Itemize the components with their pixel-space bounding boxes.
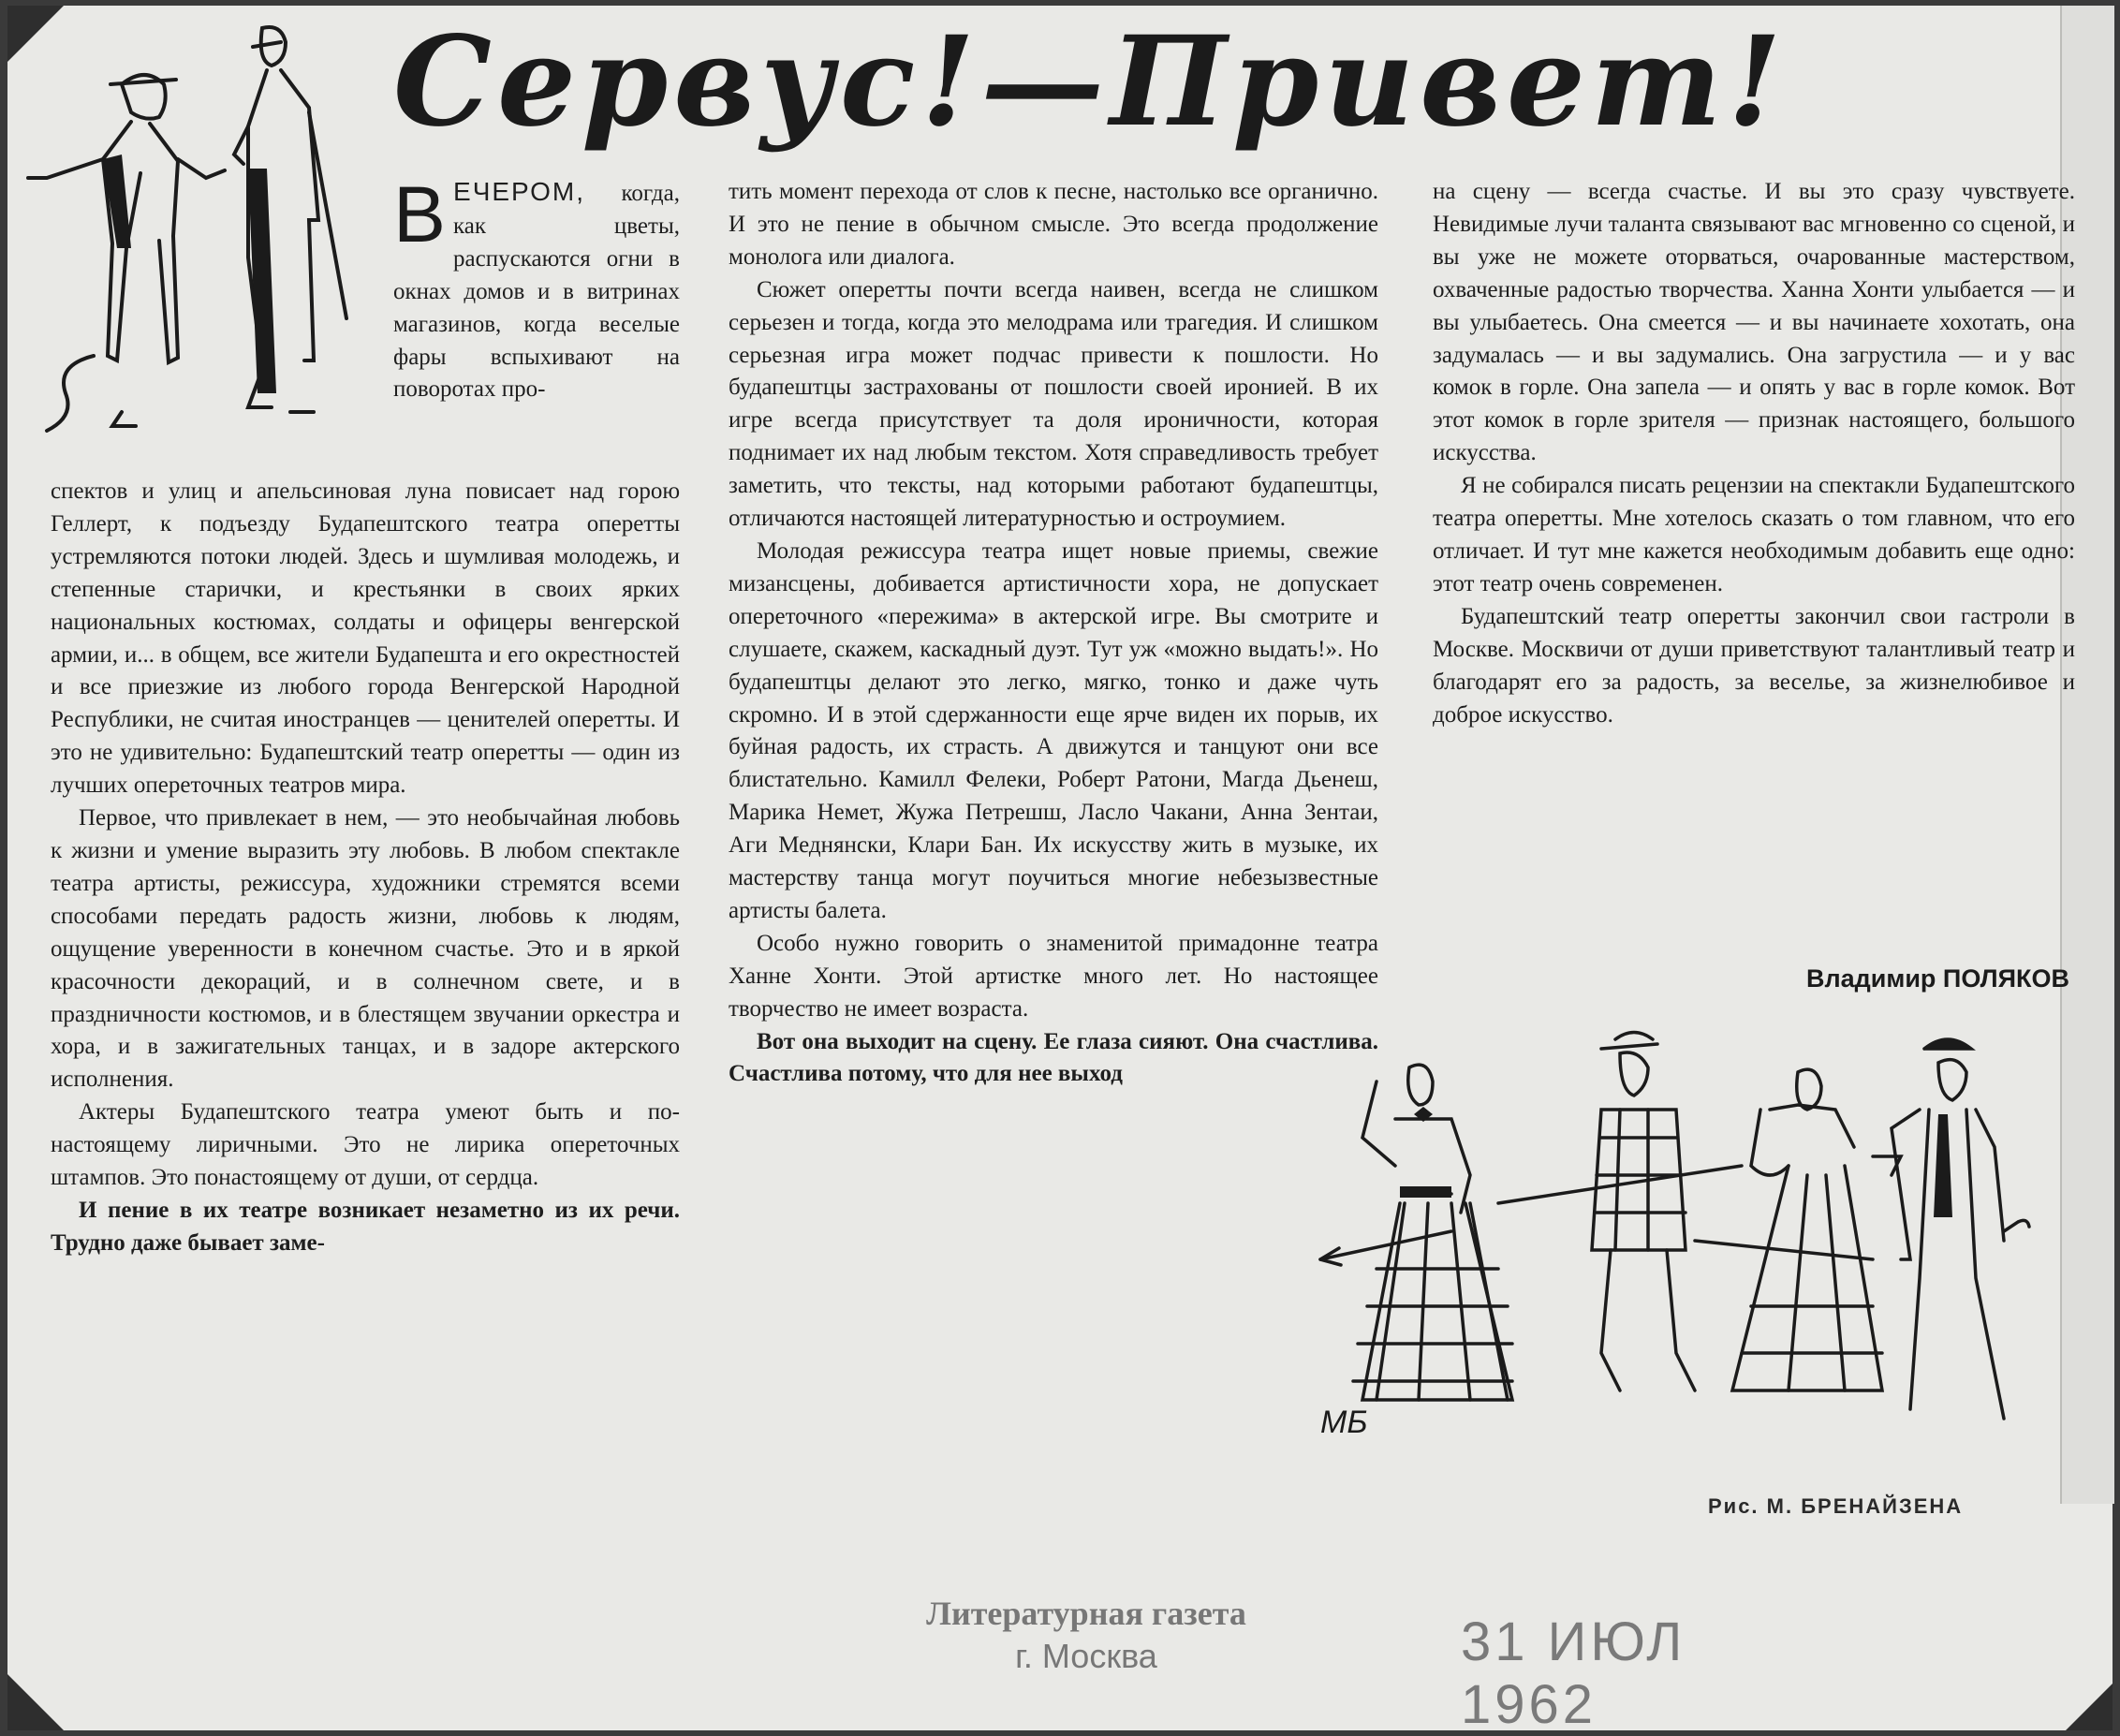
paragraph: спектов и улиц и апельсиновая луна повисает над горою Геллерт, к подъезду Будапештского театра оперетты устремляются потоки людей. Здесь и шумливая молодежь, и степенные старички, и крестьянки в своих ярких национальных костюмах, солдаты и офицеры венгерской армии, и... в общем, все жители Будапешта и его окрестностей и все приезжие из любого города Венгерской Народной Республики, не считая иностранцев — ценителей оперетты. И это не удивительно: Будапештский театр оперетты — один из лучших опереточных театров мира. (51, 478, 680, 799)
stamp-city: г. Москва (1015, 1637, 1157, 1675)
publication-stamp (871, 1592, 1302, 1678)
paragraph: на сцену — всегда счастье. И вы это сразу чувствуете. Невидимые лучи таланта связывают вас мгновенно со сценой, и вы уже не можете оторваться, очарованные мастерством, охваченные радостью творчества. Ханна Хонти улыбается — и вы улыбаетесь. Она смеется — и вы начинаете хохотать, она задумалась — и вы задумались. Она загрустила — и у вас комок в горле. Она запела — и опять у вас в горле комок. Вот этот комок в горле зрителя — признак настоящего, большого искусства. (1433, 179, 2075, 466)
paragraph: тить момент перехода от слов к песне, настолько все органично. И это не пение в обычном смысле. Это всегда продолжение монолога или диалога. (729, 179, 1378, 270)
stamp-newspaper-name: Литературная газета (926, 1595, 1246, 1632)
column-1-lead (393, 170, 680, 406)
scan-corner-bottom-left (7, 1674, 64, 1730)
paragraph: когда, как цветы, распускаются огни в окнах домов и в витринах магазинов, когда веселые фары вспыхивают на поворотах про- (393, 181, 680, 403)
column-1 (51, 476, 680, 1260)
paragraph: И пение в их театре возникает незаметно из их речи. Трудно даже бывает заме- (51, 1197, 680, 1256)
author-byline: Владимир ПОЛЯКОВ (1805, 964, 2069, 993)
drop-cap: В (393, 170, 447, 258)
illustration-dancers (1320, 1025, 2069, 1475)
headline: Сервус!—Привет! (393, 9, 1788, 154)
paragraph: Актеры Будапештского театра умеют быть и по-настоящему лиричными. Это не лирика опереточных штампов. Это понастоящему от души, от сердца. (51, 1099, 680, 1191)
column-2 (729, 176, 1378, 1091)
paragraph: Особо нужно говорить о знаменитой примадонне театра Ханне Хонти. Этой артистке много лет. Но настоящее творчество не имеет возраста. (729, 930, 1378, 1022)
paragraph: Молодая режиссура театра ищет новые приемы, свежие мизансцены, добивается артистичности хора, не допускает опереточного «пережима» в актерской игре. Вы смотрите и слушаете, скажем, каскадный дуэт. Тут уж «можно выдать!». Но будапештцы делают это легко, мягко, тонко и даже чуть скромно. И в этой сдержанности еще ярче виден их порыв, их буйная радость, их страсть. А движутся и танцуют они все блистательно. Камилл Фелеки, Роберт Ратони, Магда Дьенеш, Марика Немет, Жужа Петрешш, Ласло Чакани, Анна Зентаи, Аги Меднянски, Клари Бан. Их искусству жить в музыке, их мастерству танца могут поучиться многие небезызвестные артисты балета. (729, 537, 1378, 923)
column-3 (1433, 176, 2075, 731)
illustration-couple (28, 19, 375, 459)
paragraph: Будапештский театр оперетты закончил свои гастроли в Москве. Москвичи от души приветствуют талантливый театр и благодарят его за радость, за веселье, за жизнелюбивое и доброе искусство. (1433, 603, 2075, 728)
date-stamp: 31 ИЮЛ 1962 (1461, 1611, 1686, 1735)
paragraph: Первое, что привлекает в нем, — это необычайная любовь к жизни и умение выразить эту любовь. В любом спектакле театра артисты, режиссура, художники стремятся всеми способами передать радость жизни, любовь к людям, ощущение уверенности в конечном счастье. Это и в яркой красочности декораций, и в солнечном свете, и в праздничности костюмов, и в блестящем звучании оркестра и хора, и в зажигательных танцах, и в задоре актерского исполнения. (51, 805, 680, 1093)
illustration-signature: МБ (1320, 1405, 1368, 1440)
paragraph: Вот она выходит на сцену. Ее глаза сияют. Она счастлива. Счастлива потому, что для нее выход (729, 1028, 1378, 1087)
lead-word: ЕЧЕРОМ, (453, 177, 585, 206)
paragraph: Я не собирался писать рецензии на спектакли Будапештского театра оперетты. Мне хотелось сказать о том главном, что его отличает. И тут мне кажется необходимым добавить еще одно: этот театр очень современен. (1433, 473, 2075, 596)
paragraph: Сюжет оперетты почти всегда наивен, всегда не слишком серьезен и тогда, когда это мелодрама или трагедия. И слишком серьезная игра может подчас привести к пошлости. Но будапештцы застрахованы от пошлости своей иронией. В их игре всегда присутствует та доля ироничности, которая поднимает их над любым текстом. Хотя справедливость требует заметить, что тексты, над которыми работают будапештцы, отличаются настоящей литературностью и остроумием. (729, 276, 1378, 532)
illustration-credit: Рис. М. БРЕНАЙЗЕНА (1708, 1494, 1964, 1518)
scan-corner-bottom-right (2066, 1684, 2113, 1730)
